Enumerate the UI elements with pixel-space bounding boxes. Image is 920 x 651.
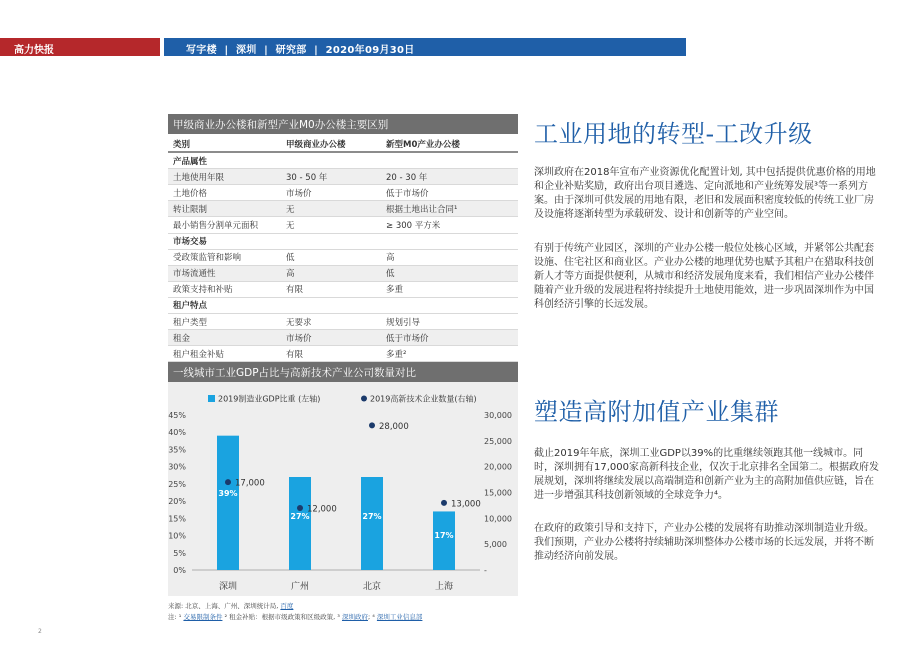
table-cell: 土地使用年限: [173, 172, 225, 183]
y-tick-label-left: 20%: [168, 497, 186, 507]
table-row: [168, 201, 518, 217]
table-cell: 市场流通性: [173, 269, 216, 280]
source-link-baidu[interactable]: 百度: [280, 602, 294, 610]
dot-data-label: 17,000: [235, 478, 265, 489]
source-note: [168, 601, 293, 610]
dot-point: [441, 500, 447, 506]
y-tick-label-right: 25,000: [484, 436, 512, 446]
table-row: [168, 169, 518, 185]
table-cell: 市场价: [286, 188, 312, 199]
footnote-link-gov[interactable]: 深圳政府: [341, 613, 368, 621]
column-header: 类别: [173, 140, 191, 151]
bar: [433, 511, 455, 570]
footnote: [168, 612, 422, 621]
table-section-row: [168, 298, 518, 314]
paragraph: 有别于传统产业园区，深圳的产业办公楼一般位处核心区域，并紧邻公共配套设施、住宅社区和商业区。产业办公楼的地理优势也赋予其租户在猎取科技创新人才等方面提供便利，从城市和经济发展角度来看，我们相信产业办公楼伴随着产业升级的发展进程将持续提升土地使用能效，进一步巩固深圳作为中国科创经济引擎的长远发展。: [534, 243, 874, 310]
bar-data-label: 17%: [434, 530, 454, 540]
legend-swatch-dot: [361, 396, 367, 402]
table-cell: 无要求: [286, 317, 312, 328]
dot-data-label: 13,000: [451, 499, 481, 510]
x-tick-label: 广州: [290, 582, 310, 592]
page-number: 2: [38, 628, 42, 635]
bar-data-label: 27%: [362, 511, 382, 521]
table-cell: 租户特点: [173, 301, 208, 312]
footnote-prefix: 注: ¹: [168, 613, 184, 621]
table-cell: 低: [286, 253, 295, 264]
footnote-link-trade[interactable]: 交易限制条件: [183, 613, 223, 621]
table-cell: 转让限制: [173, 204, 208, 215]
table-cell: 根据土地出让合同¹: [386, 204, 458, 215]
table-row: [168, 346, 518, 362]
x-tick-label: 深圳: [218, 582, 238, 592]
table-cell: 无: [286, 221, 295, 232]
table-cell: 无: [286, 204, 295, 215]
y-tick-label-left: 25%: [168, 479, 186, 489]
y-tick-label-left: 40%: [168, 428, 186, 438]
table-row: [168, 266, 518, 282]
table-section-row: [168, 234, 518, 250]
legend-label-dot: 2019高新技术企业数量(右轴): [370, 394, 477, 404]
table-cell: 市场价: [286, 333, 312, 344]
dot-point: [369, 422, 375, 428]
comparison-table: [168, 137, 518, 362]
table-cell: 有限: [286, 285, 304, 296]
table-cell: 低于市场价: [386, 333, 429, 344]
y-tick-label-left: 45%: [168, 411, 186, 420]
y-tick-label-right: -: [484, 566, 487, 575]
y-tick-label-right: 5,000: [484, 540, 507, 550]
paragraph: 深圳政府在2018年宣布产业资源优化配置计划, 其中包括提供优惠价格的用地和企业补贴奖励，政府出台项目遴选、定向派地和产业统筹发展³等一系列方案。由于深圳可供发展的用地有限，老旧和发展面积密度较低的传统工业厂房及设施将逐渐转型为承载研发、设计和创新等的产业空间。: [534, 167, 876, 220]
table-body: [168, 153, 518, 362]
table-header-row: [168, 137, 518, 153]
y-tick-label-left: 10%: [168, 531, 186, 541]
y-tick-label-left: 35%: [168, 445, 186, 455]
table-row: [168, 314, 518, 330]
table-cell: 土地价格: [173, 188, 208, 199]
table-title: 甲级商业办公楼和新型产业M0办公楼主要区别: [168, 114, 518, 134]
table-row: [168, 217, 518, 233]
footnote-sep: ; ⁴: [367, 613, 377, 621]
footnote-mid: ² 租金补贴：根据市级政策和区级政策, ³: [222, 613, 342, 621]
y-tick-label-left: 5%: [173, 548, 186, 558]
y-tick-label-right: 10,000: [484, 514, 512, 524]
table-cell: 高: [286, 269, 295, 280]
table-cell: 政策支持和补贴: [173, 285, 233, 296]
table-cell: 最小销售分割单元面积: [173, 221, 259, 232]
report-meta-header: 写字楼 | 深圳 | 研究部 | 2020年09月30日: [164, 38, 686, 56]
x-tick-label: 北京: [362, 582, 382, 592]
source-prefix: 来源: 北京、上海、广州、深圳统计局,: [168, 602, 281, 610]
y-tick-label-left: 15%: [168, 514, 186, 524]
legend-swatch-bar: [208, 395, 215, 402]
table-cell: ≥ 300 平方米: [386, 221, 441, 232]
y-tick-label-right: 20,000: [484, 462, 512, 472]
table-section-row: [168, 153, 518, 169]
dot-point: [297, 505, 303, 511]
table-cell: 低: [386, 269, 395, 280]
section-title-transformation: 工业用地的转型-工改升级: [534, 120, 813, 148]
footnote-link-industry[interactable]: 深圳工业信息部: [376, 613, 423, 621]
chart-title: 一线城市工业GDP占比与高新技术产业公司数量对比: [168, 362, 518, 382]
legend-label-bar: 2019制造业GDP比重 (左轴): [218, 394, 321, 404]
y-tick-label-right: 30,000: [484, 411, 512, 420]
table-cell: 产品属性: [173, 156, 208, 167]
table-cell: 低于市场价: [386, 188, 429, 199]
table-cell: 租户租金补贴: [173, 349, 225, 360]
section-title-industry-cluster: 塑造高附加值产业集群: [534, 398, 779, 426]
bar-data-label: 27%: [290, 511, 310, 521]
table-cell: 高: [386, 253, 395, 264]
bar: [289, 477, 311, 570]
combo-chart: [168, 382, 518, 596]
table-cell: 有限: [286, 349, 304, 360]
table-cell: 规划引导: [386, 317, 421, 328]
table-cell: 租金: [173, 333, 191, 344]
table-cell: 租户类型: [173, 317, 208, 328]
table-row: [168, 330, 518, 346]
table-cell: 受政策监管和影响: [173, 253, 242, 264]
table-cell: 多重²: [386, 349, 407, 360]
bar: [361, 477, 383, 570]
x-tick-label: 上海: [434, 582, 454, 592]
table-row: [168, 282, 518, 298]
table-cell: 多重: [386, 285, 404, 296]
table-row: [168, 250, 518, 266]
chart-container: [168, 382, 518, 596]
column-header: 甲级商业办公楼: [286, 140, 346, 151]
brand-header: 高力快报: [0, 38, 160, 56]
column-header: 新型M0产业办公楼: [386, 140, 460, 151]
bar: [217, 436, 239, 570]
table-cell: 市场交易: [173, 237, 208, 248]
paragraph: 截止2019年年底，深圳工业GDP以39%的比重继续领跑其他一线城市。同时，深圳拥有17,000家高新科技企业，仅次于北京排名全国第二。根据政府发展规划，深圳将继续发展以高端制造和创新产业为主的高附加值供应链，旨在进一步增强其科技创新领域的全球竞争力⁴。: [534, 448, 879, 501]
y-tick-label-left: 30%: [168, 462, 186, 472]
dot-data-label: 28,000: [379, 421, 409, 432]
y-tick-label-right: 15,000: [484, 488, 512, 498]
dot-point: [225, 479, 231, 485]
dot-data-label: 12,000: [307, 504, 337, 515]
bar-data-label: 39%: [218, 489, 238, 499]
y-tick-label-left: 0%: [173, 566, 186, 575]
table-cell: 20 - 30 年: [386, 172, 428, 183]
table-row: [168, 185, 518, 201]
table-cell: 30 - 50 年: [286, 172, 328, 183]
paragraph: 在政府的政策引导和支持下，产业办公楼的发展将有助推动深圳制造业升级。我们预期，产业办公楼将持续辅助深圳整体办公楼市场的长远发展，并将不断推动经济向前发展。: [534, 523, 874, 562]
